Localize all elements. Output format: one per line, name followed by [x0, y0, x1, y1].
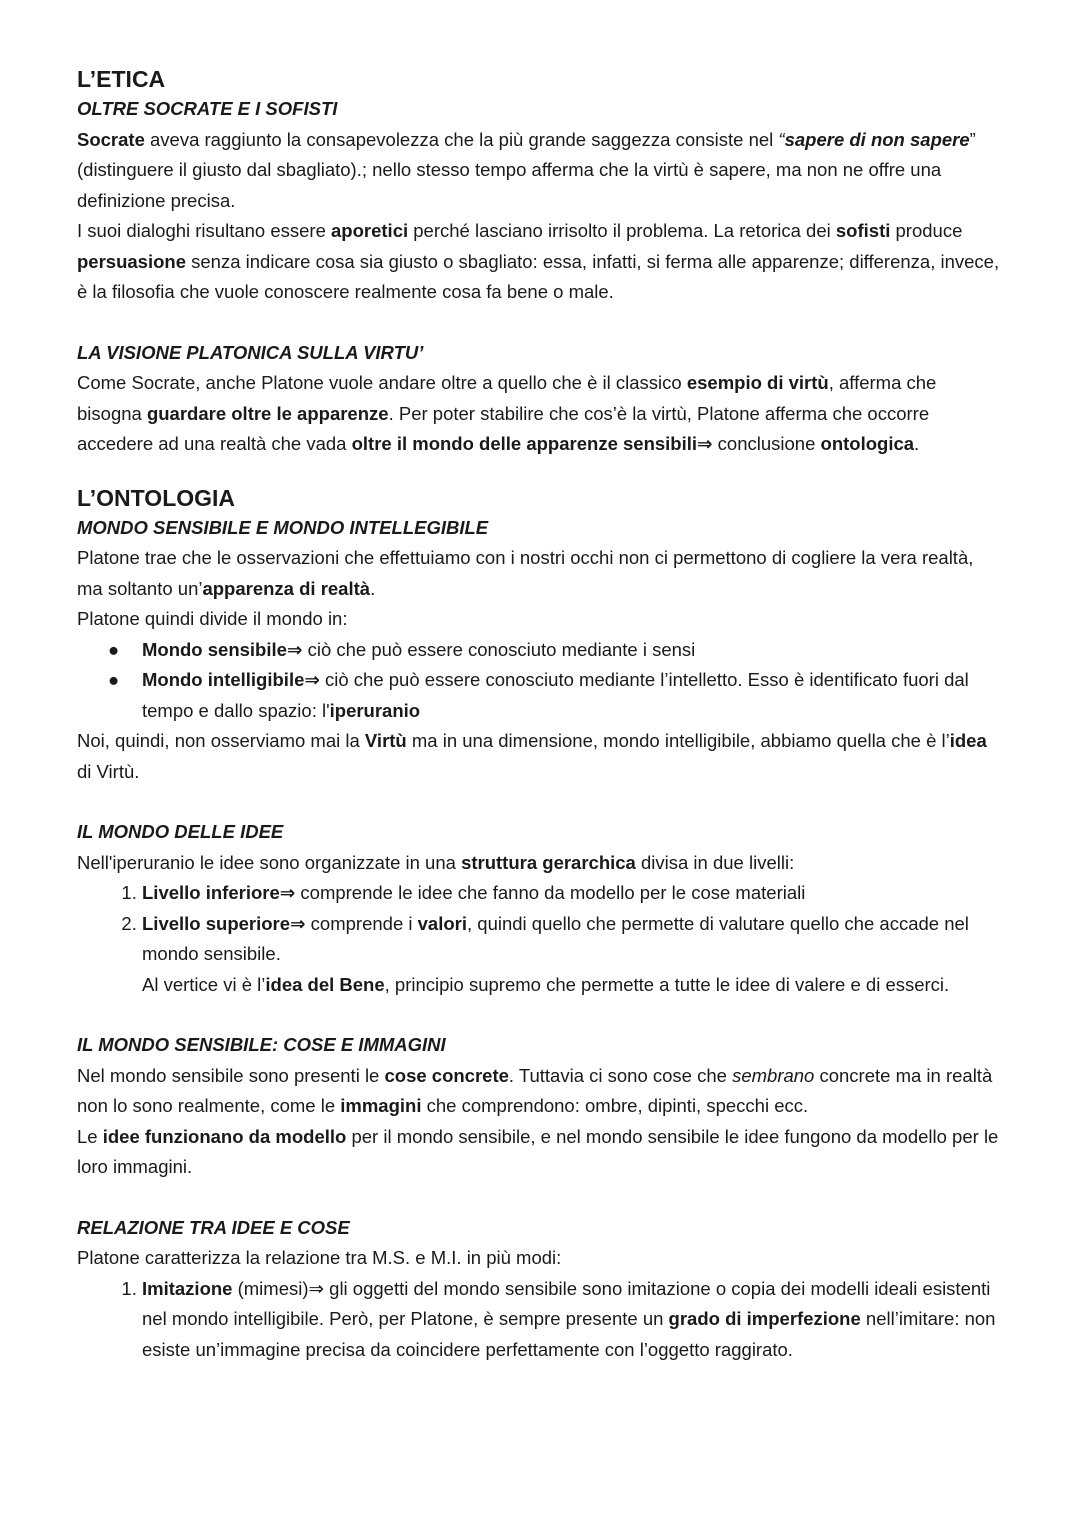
- list-item: ● Mondo intelligibile⇒ ciò che può essere conosciuto mediante l’intelletto. Esso è identificato fuori dal tempo e dallo spazio: l'iperuranio: [142, 665, 1000, 726]
- section-title-ontologia: L’ONTOLOGIA: [77, 484, 236, 511]
- paragraph: Noi, quindi, non osserviamo mai la Virtù ma in una dimensione, mondo intelligibile, abbiamo quella che è l’idea di Virtù.: [77, 730, 987, 782]
- paragraph: Nel mondo sensibile sono presenti le cose concrete. Tuttavia ci sono cose che sembrano concrete ma in realtà non lo sono realmente, come le immagini che comprendono: ombre, dipinti, specchi ecc.: [77, 1064, 993, 1116]
- numbered-list: [77, 878, 1000, 1000]
- paragraph: Le idee funzionano da modello per il mondo sensibile, e nel mondo sensibile le idee fungono da modello per le loro immagini.: [77, 1125, 999, 1177]
- list-item: 1. Livello inferiore⇒ comprende le idee che fanno da modello per le cose materiali: [142, 878, 1000, 909]
- subsection-title: OLTRE SOCRATE E I SOFISTI: [77, 98, 338, 119]
- numbered-list: [77, 1274, 1000, 1366]
- bullet-list: [77, 635, 1000, 727]
- bullet-icon: ●: [108, 669, 120, 690]
- list-item: ● Mondo sensibile⇒ ciò che può essere conosciuto mediante i sensi: [142, 635, 1000, 666]
- list-item: 1. Imitazione (mimesi)⇒ gli oggetti del mondo sensibile sono imitazione o copia dei modelli ideali esistenti nel mondo intelligibile. Però, per Platone, è sempre presente un grado di imperfezione nell’imitare: non esiste un’immagine precisa da coincidere perfettamente con l’oggetto raggirato.: [142, 1274, 1000, 1366]
- list-item: 2. Livello superiore⇒ comprende i valori, quindi quello che permette di valutare quello che accade nel mondo sensibile. Al vertice vi è l’idea del Bene, principio supremo che permette a tutte le idee di valere e di esserci.: [142, 909, 1000, 1001]
- paragraph: Socrate aveva raggiunto la consapevolezza che la più grande saggezza consiste nel “sapere di non sapere” (distinguere il giusto dal sbagliato).; nello stesso tempo afferma che la virtù è sapere, ma non ne offre una definizione precisa.: [77, 128, 976, 211]
- paragraph: Platone trae che le osservazioni che effettuiamo con i nostri occhi non ci permettono di cogliere la vera realtà, ma soltanto un’apparenza di realtà.: [77, 547, 974, 599]
- section-title-etica: L’ETICA: [77, 66, 166, 92]
- subsection-title: LA VISIONE PLATONICA SULLA VIRTU’: [77, 341, 424, 363]
- bullet-icon: ●: [108, 638, 120, 660]
- subsection-title: RELAZIONE TRA IDEE E COSE: [77, 1216, 350, 1238]
- list-note: Al vertice vi è l’idea del Bene, principio supremo che permette a tutte le idee di valere e di esserci.: [142, 973, 950, 995]
- paragraph: Come Socrate, anche Platone vuole andare oltre a quello che è il classico esempio di virtù, afferma che bisogna guardare oltre le apparenze. Per poter stabilire che cos’è la virtù, Platone afferma che occorre accedere ad una realtà che vada oltre il mondo delle apparenze sensibili⇒ conclusione ontologica.: [77, 372, 937, 454]
- paragraph: Nell'iperuranio le idee sono organizzate in una struttura gerarchica divisa in due livelli:: [77, 851, 795, 873]
- paragraph: Platone quindi divide il mondo in:: [77, 608, 348, 629]
- subsection-title: MONDO SENSIBILE E MONDO INTELLEGIBILE: [77, 516, 489, 538]
- subsection-title: IL MONDO DELLE IDEE: [77, 821, 284, 842]
- subsection-title: IL MONDO SENSIBILE: COSE E IMMAGINI: [77, 1034, 446, 1055]
- paragraph: Platone caratterizza la relazione tra M.S. e M.I. in più modi:: [77, 1247, 562, 1268]
- paragraph: I suoi dialoghi risultano essere aporetici perché lasciano irrisolto il problema. La retorica dei sofisti produce persuasione senza indicare cosa sia giusto o sbagliato: essa, infatti, si ferma alle apparenze; differenza, invece, è la filosofia che vuole conoscere realmente cosa fa bene o male.: [77, 220, 1000, 302]
